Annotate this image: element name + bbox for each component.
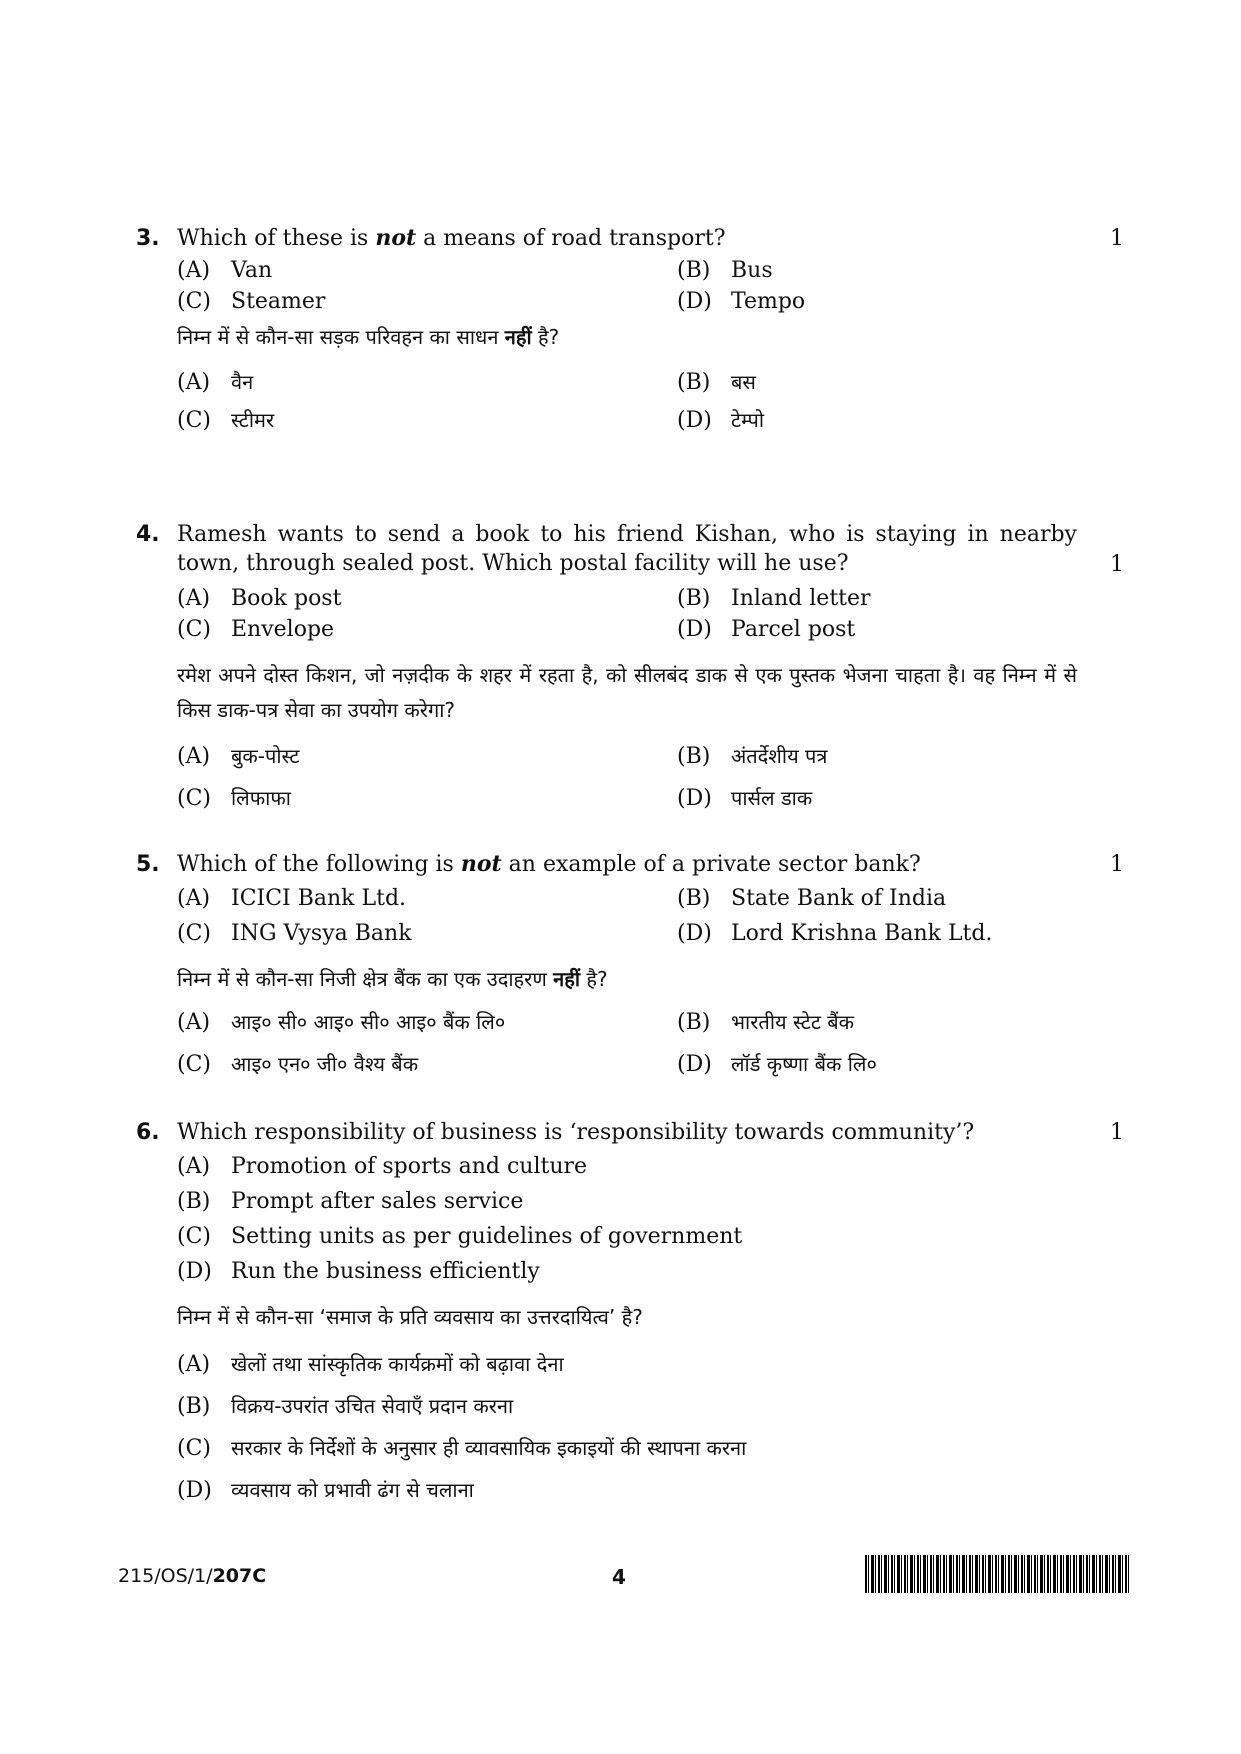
option-c: (C) Envelope <box>177 617 335 642</box>
marks: 1 <box>1110 852 1124 877</box>
option-c-hi: (C) स्टीमर <box>177 408 275 433</box>
option-a-hi: (A) आइ० सी० आइ० सी० आइ० बैंक लि० <box>177 1010 506 1035</box>
marks: 1 <box>1110 1120 1124 1145</box>
option-d: (D) Parcel post <box>677 617 856 642</box>
option-a: (A) Van <box>177 258 273 283</box>
option-d-hi: (D) पार्सल डाक <box>677 786 813 811</box>
question-text-hi: निम्न में से कौन-सा ‘समाज के प्रति व्यवसाय का उत्तरदायित्व’ है? <box>177 1305 643 1329</box>
question-text-en: Which responsibility of business is ‘responsibility towards community’? <box>177 1120 975 1145</box>
option-c: (C) Setting units as per guidelines of government <box>177 1224 743 1249</box>
option-d: (D) Lord Krishna Bank Ltd. <box>677 921 993 946</box>
question-text-en: Which of these is not a means of road transport? <box>177 225 726 251</box>
option-b: (B) Inland letter <box>677 586 871 611</box>
question-text-en: Which of the following is not an example of a private sector bank? <box>177 851 921 877</box>
page-number: 4 <box>612 1565 626 1589</box>
option-a: (A) Book post <box>177 586 342 611</box>
option-c-hi: (C) सरकार के निर्देशों के अनुसार ही व्यावसायिक इकाइयों की स्थापना करना <box>177 1436 747 1461</box>
option-d-hi: (D) व्यवसाय को प्रभावी ढंग से चलाना <box>177 1478 474 1503</box>
option-c-hi: (C) लिफाफा <box>177 786 291 811</box>
question-number: 3. <box>136 226 160 251</box>
option-b: (B) State Bank of India <box>677 886 947 911</box>
option-c: (C) Steamer <box>177 289 326 314</box>
option-a-hi: (A) वैन <box>177 370 254 395</box>
option-d: (D) Run the business efficiently <box>177 1259 540 1284</box>
option-a: (A) ICICI Bank Ltd. <box>177 886 407 911</box>
option-b-hi: (B) बस <box>677 370 756 395</box>
marks: 1 <box>1110 226 1124 251</box>
option-c-hi: (C) आइ० एन० जी० वैश्य बैंक <box>177 1052 419 1077</box>
barcode-icon <box>865 1555 1130 1593</box>
option-d: (D) Tempo <box>677 289 806 314</box>
option-a: (A) Promotion of sports and culture <box>177 1154 588 1179</box>
question-number: 4. <box>136 522 160 547</box>
paper-code: 215/OS/1/207C <box>118 1565 267 1587</box>
marks: 1 <box>1110 552 1124 577</box>
option-b-hi: (B) भारतीय स्टेट बैंक <box>677 1010 855 1035</box>
question-text-hi: रमेश अपने दोस्त किशन, जो नज़दीक के शहर में रहता है, को सीलबंद डाक से एक पुस्तक भेजना चाहता है। वह निम्न में से किस डाक-पत्र सेवा का उपयोग करेगा? <box>177 663 1077 722</box>
option-c: (C) ING Vysya Bank <box>177 921 412 946</box>
question-text-en: Ramesh wants to send a book to his friend Kishan, who is staying in nearby town, through sealed post. Which postal facility will he use? <box>177 522 1077 576</box>
option-b: (B) Bus <box>677 258 773 283</box>
option-a-hi: (A) खेलों तथा सांस्कृतिक कार्यक्रमों को बढ़ावा देना <box>177 1352 564 1377</box>
option-d-hi: (D) टेम्पो <box>677 408 764 433</box>
question-text-hi: निम्न में से कौन-सा निजी क्षेत्र बैंक का एक उदाहरण नहीं है? <box>177 967 608 991</box>
option-b-hi: (B) अंतर्देशीय पत्र <box>677 744 828 769</box>
option-a-hi: (A) बुक-पोस्ट <box>177 744 300 769</box>
option-b: (B) Prompt after sales service <box>177 1189 524 1214</box>
question-number: 6. <box>136 1120 160 1145</box>
question-text-hi: निम्न में से कौन-सा सड़क परिवहन का साधन नहीं है? <box>177 325 560 349</box>
question-number: 5. <box>136 852 160 877</box>
option-d-hi: (D) लॉर्ड कृष्णा बैंक लि० <box>677 1052 877 1077</box>
option-b-hi: (B) विक्रय-उपरांत उचित सेवाएँ प्रदान करना <box>177 1394 514 1419</box>
